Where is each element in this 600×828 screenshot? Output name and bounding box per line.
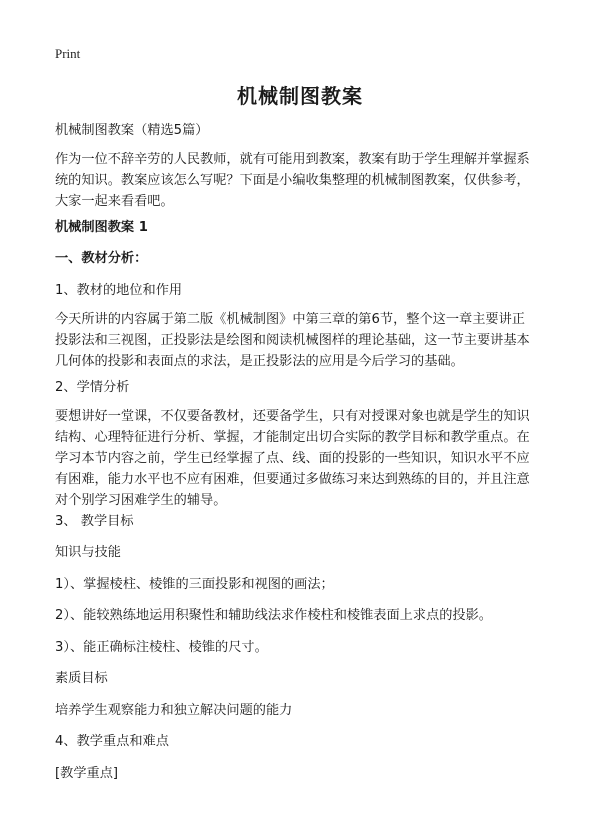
item4-heading: 4、教学重点和难点 xyxy=(55,734,169,749)
item1-heading: 1、教材的地位和作用 xyxy=(55,283,183,298)
intro-paragraph xyxy=(55,149,555,212)
knowledge-item: 3）、能正确标注棱柱、棱锥的尺寸。 xyxy=(55,640,268,655)
item2-line: 对个别学习困难学生的辅导。 xyxy=(55,493,227,508)
quality-heading: 素质目标 xyxy=(55,671,108,686)
section-title: 机械制图教案 1 xyxy=(55,220,148,235)
intro-line: 大家一起来看看吧。 xyxy=(55,194,174,209)
item2-line: 学习本节内容之前，学生已经掌握了点、线、面的投影的一些知识，知识水平不应 xyxy=(55,451,530,466)
intro-line: 作为一位不辞辛劳的人民教师，就有可能用到教案，教案有助于学生理解并掌握系 xyxy=(55,152,530,167)
item1-paragraph xyxy=(55,309,555,372)
item2-heading: 2、学情分析 xyxy=(55,380,130,395)
item2-line: 有困难，能力水平也不应有困难，但要通过多做练习来达到熟练的目的，并且注意 xyxy=(55,472,530,487)
item1-line: 今天所讲的内容属于第二版《机械制图》中第三章的第6节，整个这一章主要讲正 xyxy=(55,312,525,327)
item1-line: 投影法和三视图，正投影法是绘图和阅读机械图样的理论基础，这一节主要讲基本 xyxy=(55,333,530,348)
item2-paragraph xyxy=(55,406,555,511)
document-subtitle: 机械制图教案（精选5篇） xyxy=(55,123,209,138)
knowledge-item: 1）、掌握棱柱、棱锥的三面投影和视图的画法； xyxy=(55,577,334,592)
page-title: 机械制图教案 xyxy=(237,84,363,108)
item1-line: 几何体的投影和表面点的求法，是正投影法的应用是今后学习的基础。 xyxy=(55,354,464,369)
key-point-label: [教学重点] xyxy=(55,766,119,781)
item3-heading: 3、 教学目标 xyxy=(55,514,134,529)
intro-line: 统的知识。教案应该怎么写呢？下面是小编收集整理的机械制图教案，仅供参考， xyxy=(55,173,530,188)
item2-line: 结构、心理特征进行分析、掌握，才能制定出切合实际的教学目标和教学重点。在 xyxy=(55,430,530,445)
print-link[interactable]: Print xyxy=(55,46,81,61)
item2-line: 要想讲好一堂课，不仅要备教材，还要备学生，只有对授课对象也就是学生的知识 xyxy=(55,409,530,424)
knowledge-heading: 知识与技能 xyxy=(55,545,121,560)
part1-heading: 一、教材分析： xyxy=(55,251,148,266)
quality-text: 培养学生观察能力和独立解决问题的能力 xyxy=(55,703,293,718)
knowledge-item: 2）、能较熟练地运用积聚性和辅助线法求作棱柱和棱锥表面上求点的投影。 xyxy=(55,608,492,623)
